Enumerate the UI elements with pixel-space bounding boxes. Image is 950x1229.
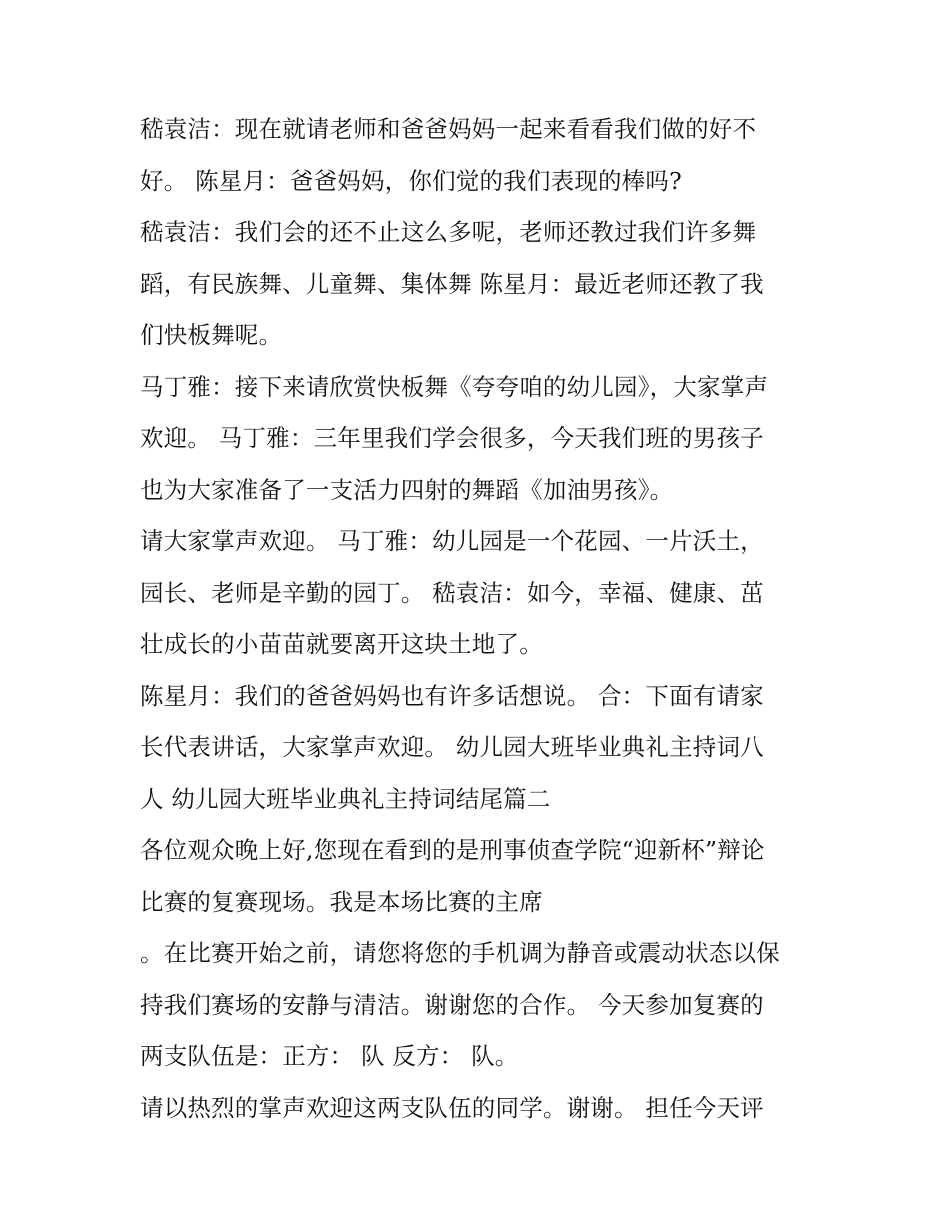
text-line: 嵇袁洁：我们会的还不止这么多呢，老师还教过我们许多舞 — [140, 218, 757, 246]
text-line: 们快板舞呢。 — [140, 321, 283, 349]
text-line: 马丁雅：接下来请欣赏快板舞《夸夸咱的幼儿园》，大家掌声 — [140, 372, 769, 401]
text-line: 陈星月：我们的爸爸妈妈也有许多话想说。 合：下面有请家 — [140, 681, 764, 710]
text-line: 请大家掌声欢迎。 马丁雅：幼儿园是一个花园、一片沃土， — [140, 527, 764, 555]
text-line: 也为大家准备了一支活力四射的舞蹈《加油男孩》。 — [140, 475, 674, 504]
paragraph — [140, 825, 820, 928]
text-line: 长代表讲话，大家掌声欢迎。 幼儿园大班毕业典礼主持词八 — [140, 733, 764, 761]
text-line: 请以热烈的掌声欢迎这两支队伍的同学。谢谢。 担任今天评 — [140, 1093, 764, 1122]
text-line: 两支队伍是：正方： 队 反方： 队。 — [140, 1042, 519, 1070]
document-body — [140, 104, 820, 1134]
text-line: 。在比赛开始之前，请您将您的手机调为静音或震动状态以保 — [140, 939, 780, 967]
text-line: 壮成长的小苗苗就要离开这块土地了。 — [140, 630, 543, 658]
text-line: 嵇袁洁：现在就请老师和爸爸妈妈一起来看看我们做的好不 — [140, 115, 757, 143]
text-line: 人 幼儿园大班毕业典礼主持词结尾篇二 — [140, 784, 551, 813]
paragraph — [140, 671, 820, 826]
text-line: 欢迎。 马丁雅：三年里我们学会很多，今天我们班的男孩子 — [140, 424, 764, 452]
text-line: 园长、老师是辛勤的园丁。 嵇袁洁：如今，幸福、健康、茁 — [140, 578, 764, 607]
paragraph — [140, 207, 820, 362]
paragraph — [140, 104, 820, 207]
paragraph — [140, 362, 820, 517]
text-line: 各位观众晚上好,您现在看到的是刑事侦查学院“迎新杯”辩论 — [140, 836, 765, 864]
paragraph — [140, 1083, 820, 1135]
paragraph — [140, 516, 820, 671]
text-line: 比赛的复赛现场。我是本场比赛的主席 — [140, 887, 543, 916]
text-line: 蹈，有民族舞、儿童舞、集体舞 陈星月：最近老师还教了我 — [140, 269, 764, 298]
text-line: 持我们赛场的安静与清洁。谢谢您的合作。 今天参加复赛的 — [140, 990, 764, 1019]
paragraph — [140, 928, 820, 1083]
text-line: 好。 陈星月：爸爸妈妈，你们觉的我们表现的棒吗? — [140, 166, 682, 195]
